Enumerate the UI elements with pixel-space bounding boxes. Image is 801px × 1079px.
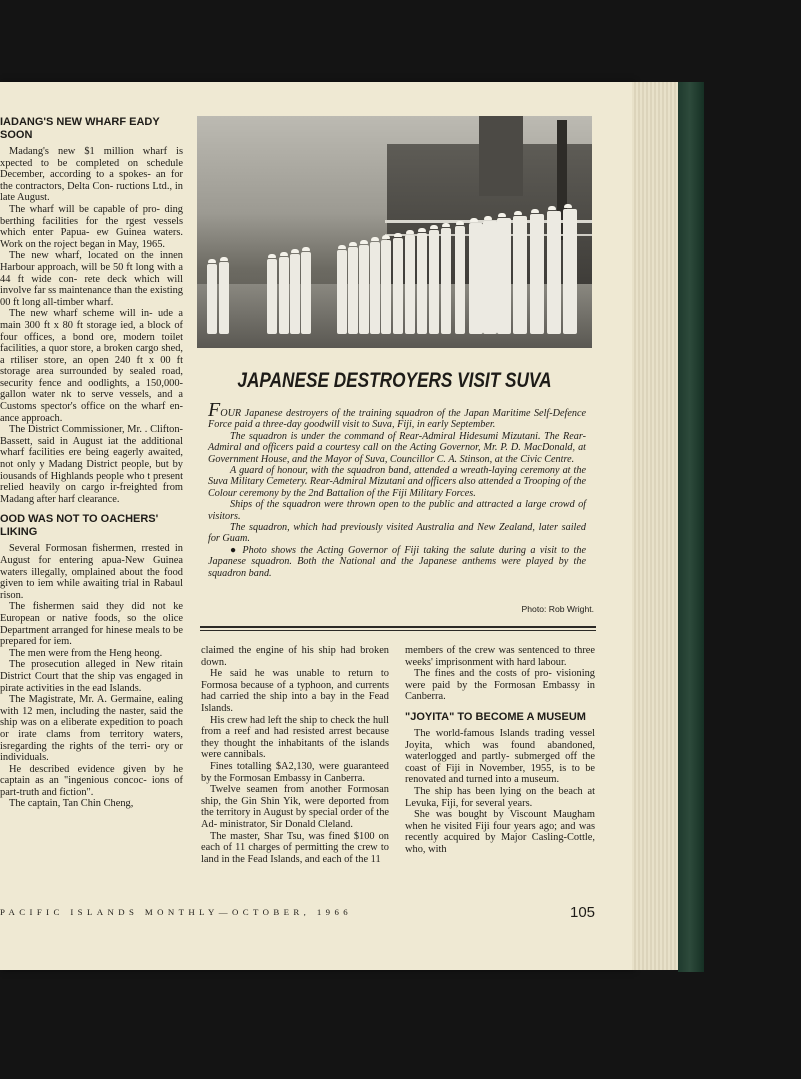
paragraph: Fines totalling $A2,130, were guaranteed by the Formosan Embassy in Canberra.	[201, 760, 389, 784]
story-paragraph: A guard of honour, with the squadron band, attended a wreath-laying ceremony at the Suva Military Cemetery. Rear-Admiral Mizutani and officers also attended a Trooping of the Colour ceremony by the 2nd Battalion of the Fiji Military Forces.	[208, 465, 586, 499]
paragraph: The men were from the Heng heong.	[9, 647, 163, 659]
sailor-figure	[513, 216, 527, 334]
paragraph: The District Commissioner, Mr. . Clifton-Bassett, said in August iat the additional wharf facilities ere being eagerly awaited, not only y Madang District people, but by iousands of Highlands people who t present relied heavily on cargo ir-freighted from Madang after harf clearance.	[0, 424, 183, 505]
story-paragraph: The squadron is under the command of Rear-Admiral Hidesumi Mizutani. The Rear-Admiral and officers paid a courtesy call on the Acting Governor, Mr. P. D. MacDonald, at Government House, and the Mayor of Suva, Councillor C. A. Stinson, at the Civic Centre.	[208, 430, 586, 465]
sailor-figure	[290, 254, 300, 334]
sailor-figure	[405, 235, 415, 334]
sailor-figure	[469, 223, 483, 334]
sailor-figure	[207, 264, 217, 334]
paragraph: The fishermen said they did not ke European or native foods, so the olice Department arranged for hinese meals to be prepared for iem.	[0, 601, 183, 648]
paragraph: The world-famous Islands trading vessel Joyita, which was found abandoned, waterlogged and partly- submerged off the coast of Fiji in November, 1955, is to be renovated and turned into a museum.	[405, 727, 595, 786]
heading-joyita-museum: "JOYITA" TO BECOME A MUSEUM	[405, 710, 586, 723]
sailor-figure	[429, 230, 439, 334]
sailor-figure	[455, 226, 465, 334]
drop-cap: F	[208, 399, 221, 421]
sailor-figure	[359, 245, 369, 334]
book-spine	[678, 82, 704, 972]
paragraph: The new wharf scheme will in- ude a main 300 ft x 80 ft storage ied, a block of four offices, a bond ore, modern toilet facilities, a quor store, a broken cargo shed, a rtiliser store, an open 240 ft x 00 ft storage area surrounded by sealed road, security fence and oodlights, a 150,000-gallon water nk to serve vessels, and a Customs spector's office on the wharf en- ance approach.	[0, 308, 183, 424]
story-text: OUR Japanese destroyers of the training squadron of the Japan Maritime Self-Defence Force paid a three-day goodwill visit to Suva, Fiji, in early September.	[208, 408, 586, 431]
sailor-figure	[370, 242, 380, 334]
sailor-figure	[497, 218, 511, 334]
paragraph: She was bought by Viscount Maugham when he visited Fiji four years ago; and was recently acquired by Major Casling-Cottle, who, with	[405, 809, 595, 855]
heading-madang-wharf: IADANG'S NEW WHARF EADY SOON	[0, 116, 160, 141]
photo-credit: Photo: Rob Wright.	[521, 604, 594, 614]
paragraph: Twelve seamen from another Formosan ship, the Gin Shin Yik, were deported from the territory in August by special order of the Ad- ministrator, Sir Donald Cleland.	[201, 784, 389, 830]
sailor-figure	[301, 252, 311, 334]
sailor-figure	[393, 238, 403, 334]
feature-story	[208, 399, 586, 579]
section-divider-thin	[200, 630, 596, 631]
paragraph: The fines and the costs of pro- visioning were paid by the Formosan Embassy in Canberra.	[405, 668, 595, 703]
story-paragraph: The squadron, which had previously visited Australia and New Zealand, later sailed for Guam.	[208, 522, 586, 545]
sailor-figure	[337, 250, 347, 334]
paragraph: claimed the engine of his ship had broken down.	[201, 645, 389, 668]
middle-column	[201, 645, 389, 905]
story-paragraph: Ships of the squadron were thrown open to the public and attracted a large crowd of visitors.	[208, 499, 586, 522]
photo-caption: ● Photo shows the Acting Governor of Fiji taking the salute during a visit to the Japanese squadron. Both the National and the Japanese anthems were played by the squadron band.	[208, 544, 586, 579]
sailor-figure	[279, 257, 289, 334]
paragraph: The captain, Tan Chin Cheng,	[9, 798, 134, 810]
paragraph: He described evidence given by he captain as an "ingenious concoc- ions of part-truth and fiction".	[0, 763, 183, 798]
paragraph: His crew had left the ship to check the hull from a reef and had resisted arrest because they thought the inhabitants of the islands were cannibals.	[201, 714, 389, 761]
running-footer: PACIFIC ISLANDS MONTHLY—OCTOBER, 1966	[0, 907, 353, 917]
sailor-figure	[563, 209, 577, 334]
ship-funnel	[479, 116, 523, 196]
sailor-figure	[381, 240, 391, 334]
sailor-figure	[530, 214, 544, 334]
paragraph: The Magistrate, Mr. A. Germaine, ealing with 12 men, including the naster, said the ship was on a eliberate expedition to poach or irate clams from territory waters, isregarding the rights of the terri- ory or individuals.	[0, 694, 183, 764]
feature-headline: JAPANESE DESTROYERS VISIT SUVA	[237, 369, 552, 392]
paragraph: The ship has been lying on the beach at Levuka, Fiji, for several years.	[405, 785, 595, 809]
paragraph: members of the crew was sentenced to three weeks' imprisonment with hard labour.	[405, 645, 595, 668]
sailor-figure	[348, 247, 358, 334]
sailor-figure	[547, 211, 561, 334]
paragraph: The master, Shar Tsu, was fined $100 on each of 11 charges of permitting the crew to land in the Fead Islands, and each of the 11	[201, 830, 389, 865]
sailor-figure	[417, 233, 427, 334]
paragraph: He said he was unable to return to Formosa because of a typhoon, and currents had carried the ship into a bay in the Fead Islands.	[201, 668, 389, 714]
paragraph: The wharf will be capable of pro- ding berthing facilities for the rgest vessels which enter Papua- ew Guinea waters. Work on the roject began in May, 1965.	[0, 203, 183, 250]
section-divider	[200, 626, 596, 628]
story-paragraph	[208, 399, 586, 431]
paragraph: Several Formosan fishermen, rrested in August for entering apua-New Guinea waters illegally, omplained about the food given to iem while awaiting trial in Rabaul rison.	[0, 543, 183, 601]
paragraph: The new wharf, located on the innen Harbour approach, will be 50 ft long with a 44 ft wide con- rete deck which will involve far ss maintenance than the existing 00 ft long all-timber wharf.	[0, 250, 183, 308]
sailor-figure	[219, 262, 229, 334]
right-column	[405, 645, 595, 905]
heading-food-poachers: OOD WAS NOT TO OACHERS' LIKING	[0, 513, 159, 539]
page-edges	[632, 82, 678, 970]
paragraph: The prosecution alleged in New ritain District Court that the ship vas engaged in pirate activities in the ead Islands.	[0, 659, 183, 694]
destroyer-salute-photo	[197, 116, 592, 348]
sailor-figure	[267, 259, 277, 334]
page-number: 105	[570, 904, 596, 921]
sailor-figure	[483, 221, 497, 334]
left-column	[0, 116, 183, 902]
paragraph: Madang's new $1 million wharf is xpected to be completed on schedule December, according to a spokes- an for the contractors, Delta Con- ructions Ltd., in late August.	[0, 146, 183, 204]
sailor-figure	[441, 228, 451, 334]
